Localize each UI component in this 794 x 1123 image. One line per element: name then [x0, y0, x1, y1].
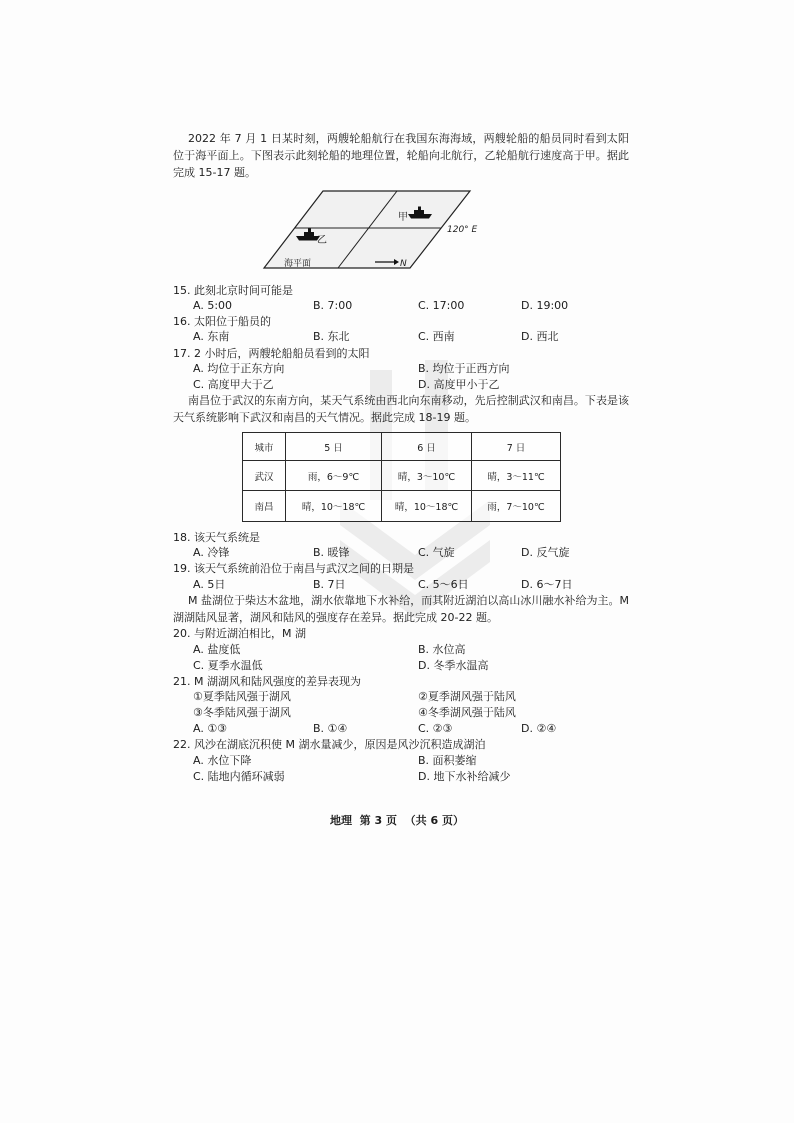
- q18-stem: 18. 该天气系统是: [173, 531, 260, 544]
- q21-option-b: B. ①④: [313, 722, 348, 735]
- q17-option-d: D. 高度甲小于乙: [418, 378, 500, 391]
- meridian-label: 120° E: [447, 225, 478, 235]
- table-cell: 晴，3～10℃: [382, 461, 472, 491]
- q15-stem: 15. 此刻北京时间可能是: [173, 284, 293, 297]
- table-cell: 晴，3～11℃: [472, 461, 561, 491]
- q21-statement-2: ②夏季湖风强于陆风: [418, 690, 516, 703]
- q15-option-d: D. 19:00: [521, 299, 569, 312]
- page-footer: 地理 第 3 页 （共 6 页）: [330, 814, 464, 827]
- q19-option-a: A. 5日: [193, 578, 226, 591]
- q22-stem: 22. 风沙在湖底沉积使 M 湖水量减少，原因是风沙沉积造成湖泊: [173, 738, 486, 751]
- q21-stem: 21. M 湖湖风和陆风强度的差异表现为: [173, 675, 361, 688]
- q17-option-a: A. 均位于正东方向: [193, 362, 285, 375]
- q20-stem: 20. 与附近湖泊相比，M 湖: [173, 627, 306, 640]
- table-cell: 晴，10～18℃: [382, 491, 472, 522]
- q20-option-a: A. 盐度低: [193, 643, 241, 656]
- table-row: [243, 491, 561, 522]
- table-header-cell: 5 日: [286, 433, 382, 461]
- table-row: [243, 461, 561, 491]
- q22-option-b: B. 面积萎缩: [418, 754, 477, 767]
- ship-position-diagram: [250, 180, 490, 275]
- q22-option-c: C. 陆地内循环减弱: [193, 770, 285, 783]
- q19-stem: 19. 该天气系统前沿位于南昌与武汉之间的日期是: [173, 562, 414, 575]
- table-cell: 雨，6～9℃: [286, 461, 382, 491]
- q21-option-c: C. ②③: [418, 722, 453, 735]
- q18-option-b: B. 暖锋: [313, 546, 350, 559]
- q21-statement-4: ④冬季湖风强于陆风: [418, 706, 516, 719]
- north-label: N: [400, 259, 407, 269]
- q18-option-a: A. 冷锋: [193, 546, 230, 559]
- q16-option-c: C. 西南: [418, 330, 455, 343]
- material-18-19: 南昌位于武汉的东南方向，某天气系统由西北向东南移动，先后控制武汉和南昌。下表是该天气系统影响下武汉和南昌的天气情况。据此完成 18-19 题。: [173, 394, 629, 424]
- weather-table: [242, 432, 561, 522]
- table-header-cell: 6 日: [382, 433, 472, 461]
- q22-option-d: D. 地下水补给减少: [418, 770, 511, 783]
- q20-option-b: B. 水位高: [418, 643, 466, 656]
- q15-option-c: C. 17:00: [418, 299, 465, 312]
- table-header-row: [243, 433, 561, 461]
- table-header-cell: 7 日: [472, 433, 561, 461]
- q19-option-c: C. 5～6日: [418, 578, 469, 591]
- q19-option-d: D. 6～7日: [521, 578, 573, 591]
- q15-option-b: B. 7:00: [313, 299, 353, 312]
- q15-option-a: A. 5:00: [193, 299, 233, 312]
- q16-option-b: B. 东北: [313, 330, 350, 343]
- material-20-22: M 盐湖位于柴达木盆地，湖水依靠地下水补给，而其附近湖泊以高山冰川融水补给为主。M 湖湖陆风显著，湖风和陆风的强度存在差异。据此完成 20-22 题。: [173, 594, 629, 624]
- table-cell: 晴，10～18℃: [286, 491, 382, 522]
- q16-option-d: D. 西北: [521, 330, 559, 343]
- q17-stem: 17. 2 小时后，两艘轮船船员看到的太阳: [173, 347, 370, 360]
- q18-option-c: C. 气旋: [418, 546, 455, 559]
- ship-jia-label: 甲: [398, 212, 408, 223]
- q21-option-d: D. ②④: [521, 722, 557, 735]
- table-cell: 南昌: [243, 491, 286, 522]
- q20-option-d: D. 冬季水温高: [418, 659, 489, 672]
- q16-option-a: A. 东南: [193, 330, 230, 343]
- table-cell: 雨，7～10℃: [472, 491, 561, 522]
- ship-yi-label: 乙: [317, 235, 327, 246]
- q16-stem: 16. 太阳位于船员的: [173, 315, 271, 328]
- q21-statement-3: ③冬季陆风强于湖风: [193, 706, 291, 719]
- q18-option-d: D. 反气旋: [521, 546, 570, 559]
- material-15-17: 2022 年 7 月 1 日某时刻，两艘轮船航行在我国东海海域，两艘轮船的船员同时看到太阳位于海平面上。下图表示此刻轮船的地理位置，轮船向北航行，乙轮船航行速度高于甲。据此完成 15-17 题。: [173, 132, 629, 179]
- q21-option-a: A. ①③: [193, 722, 228, 735]
- q21-statement-1: ①夏季陆风强于湖风: [193, 690, 291, 703]
- table-header-cell: 城市: [243, 433, 286, 461]
- q17-option-c: C. 高度甲大于乙: [193, 378, 274, 391]
- sea-level-label: 海平面: [284, 259, 312, 269]
- q20-option-c: C. 夏季水温低: [193, 659, 263, 672]
- q22-option-a: A. 水位下降: [193, 754, 252, 767]
- table-cell: 武汉: [243, 461, 286, 491]
- q17-option-b: B. 均位于正西方向: [418, 362, 510, 375]
- q19-option-b: B. 7日: [313, 578, 346, 591]
